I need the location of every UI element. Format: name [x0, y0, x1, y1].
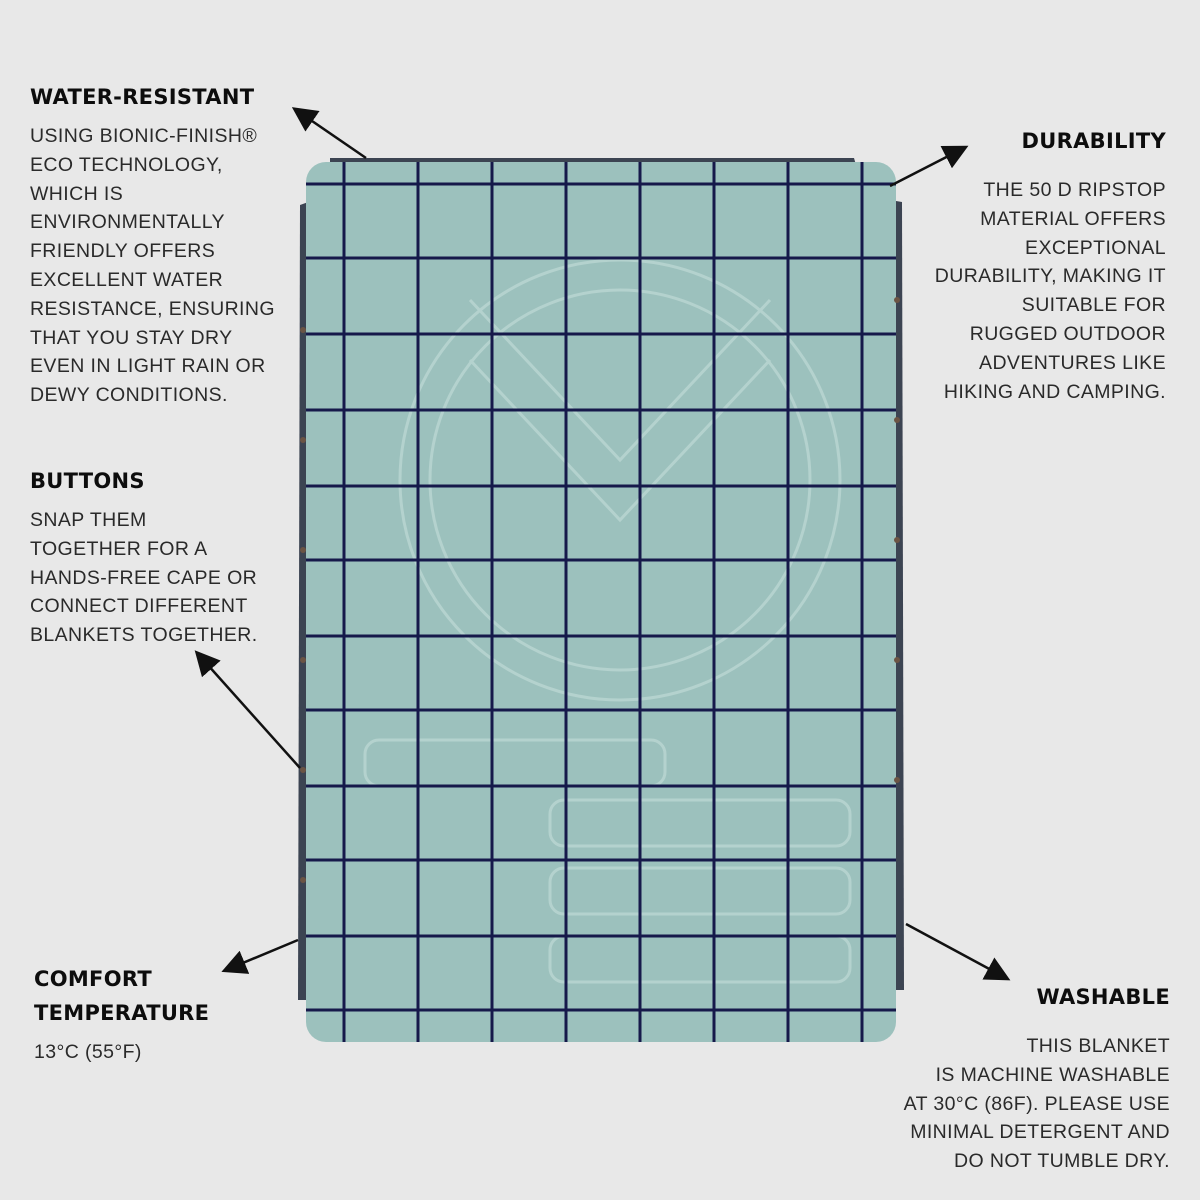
snap-button	[894, 657, 900, 663]
feature-title-line-1: COMFORT	[34, 967, 153, 991]
feature-title: DURABILITY	[1021, 129, 1166, 153]
feature-water-resistant	[30, 80, 300, 410]
snap-button	[894, 297, 900, 303]
blanket-body	[306, 162, 896, 1042]
feature-title: BUTTONS	[30, 469, 145, 493]
snap-button	[894, 537, 900, 543]
feature-comfort-temperature	[34, 962, 264, 1067]
snap-button	[894, 777, 900, 783]
feature-title-line-2: TEMPERATURE	[34, 1001, 210, 1025]
feature-description: 13°C (55°F)	[34, 1041, 142, 1063]
snap-button	[300, 877, 306, 883]
feature-description: THE 50 D RIPSTOP MATERIAL OFFERS EXCEPTIONAL DURABILITY, MAKING IT SUITABLE FOR RUGGED OUTDOOR ADVENTURES LIKE HIKING AND CAMPING.	[934, 179, 1166, 403]
feature-durability	[906, 124, 1166, 406]
snap-button	[300, 657, 306, 663]
feature-title: WATER-RESISTANT	[30, 85, 255, 109]
snap-button	[300, 767, 306, 773]
snap-button	[894, 417, 900, 423]
feature-buttons	[30, 464, 290, 650]
feature-description: USING BIONIC-FINISH® ECO TECHNOLOGY, WHICH IS ENVIRONMENTALLY FRIENDLY OFFERS EXCELLENT WATER RESISTANCE, ENSURING THAT YOU STAY DRY EVEN IN LIGHT RAIN OR DEWY CONDITIONS.	[30, 125, 275, 407]
snap-button	[300, 547, 306, 553]
feature-description: SNAP THEM TOGETHER FOR A HANDS-FREE CAPE OR CONNECT DIFFERENT BLANKETS TOGETHER.	[30, 509, 258, 647]
feature-description: THIS BLANKET IS MACHINE WASHABLE AT 30°C (86F). PLEASE USE MINIMAL DETERGENT AND DO NOT TUMBLE DRY.	[903, 1035, 1170, 1173]
snap-button	[300, 327, 306, 333]
snap-button	[300, 437, 306, 443]
feature-washable	[870, 980, 1170, 1176]
feature-title: WASHABLE	[1036, 985, 1170, 1009]
